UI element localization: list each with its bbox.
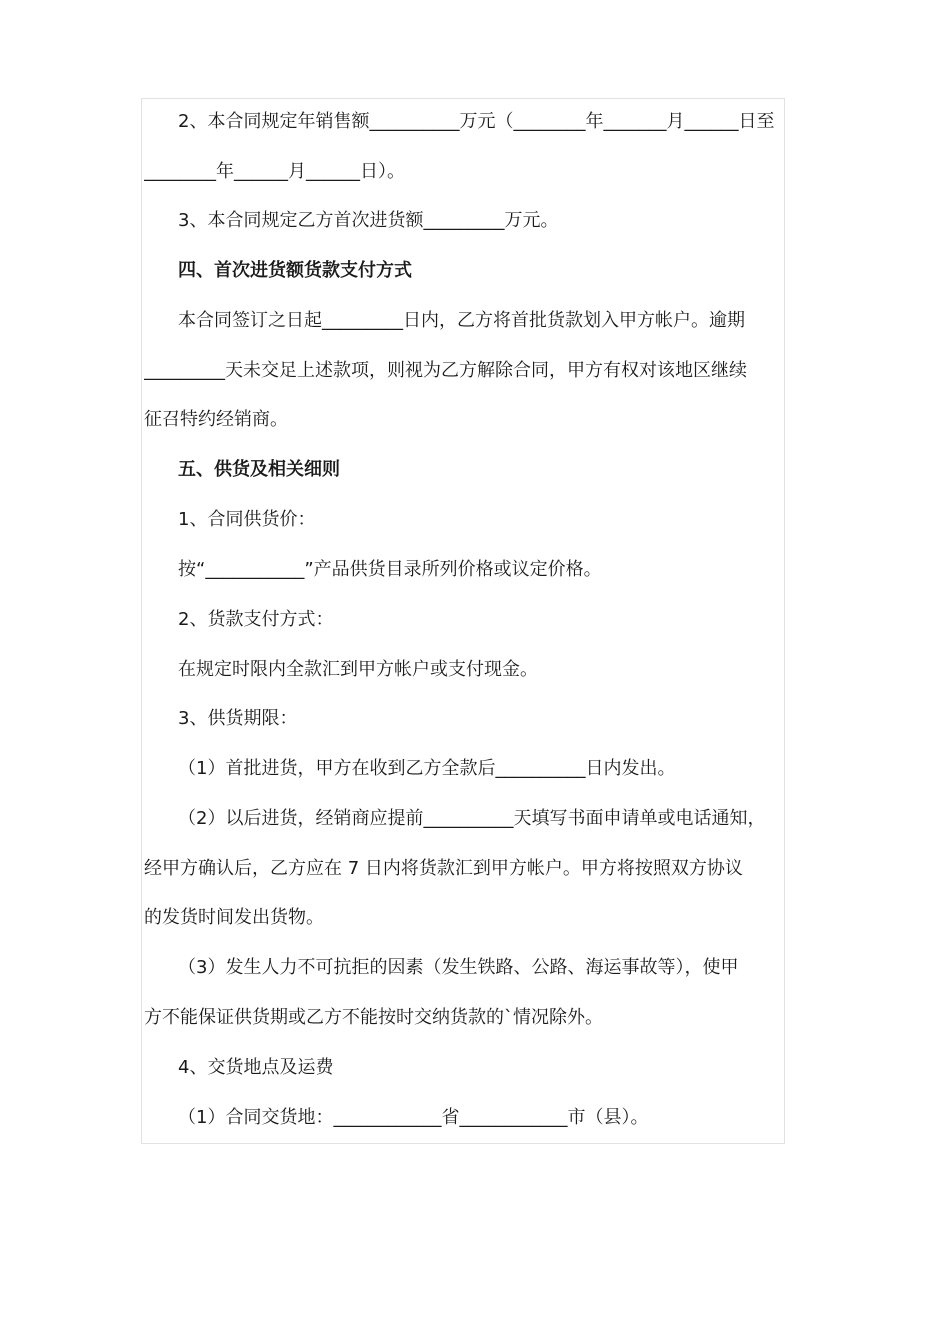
paragraph-payment-end: 征召特约经销商。 — [144, 409, 288, 430]
clause-annual-sales-cont: ________年______月______日）。 — [144, 161, 405, 182]
paragraph-payment-cont: _________天未交足上述款项，则视为乙方解除合同，甲方有权对该地区继续 — [144, 360, 747, 381]
item-supply-period: 3、供货期限： — [178, 708, 298, 729]
clause-annual-sales: 2、本合同规定年销售额__________万元（________年_______月______日至 — [178, 111, 775, 132]
paragraph-payment: 本合同签订之日起_________日内，乙方将首批货款划入甲方帐户。逾期 — [178, 310, 745, 331]
section-heading-5: 五、供货及相关细则 — [178, 459, 340, 480]
section-heading-4: 四、首次进货额货款支付方式 — [178, 260, 412, 281]
item-delivery-location: 4、交货地点及运费 — [178, 1057, 334, 1078]
supply-period-3: （3）发生人力不可抗拒的因素（发生铁路、公路、海运事故等），使甲 — [178, 957, 739, 978]
supply-period-2-end: 的发货时间发出货物。 — [144, 907, 324, 928]
delivery-location-1: （1）合同交货地：____________省____________市（县）。 — [178, 1107, 649, 1128]
supply-price-text: 按“___________”产品供货目录所列价格或议定价格。 — [178, 559, 602, 580]
supply-period-2-cont: 经甲方确认后，乙方应在 7 日内将货款汇到甲方帐户。甲方将按照双方协议 — [144, 858, 743, 879]
payment-method-text: 在规定时限内全款汇到甲方帐户或支付现金。 — [178, 659, 538, 680]
clause-first-purchase: 3、本合同规定乙方首次进货额_________万元。 — [178, 210, 559, 231]
item-supply-price: 1、合同供货价： — [178, 509, 316, 530]
supply-period-3-cont: 方不能保证供货期或乙方不能按时交纳货款的`情况除外。 — [144, 1007, 603, 1028]
supply-period-2: （2）以后进货，经销商应提前__________天填写书面申请单或电话通知， — [178, 808, 766, 829]
supply-period-1: （1）首批进货，甲方在收到乙方全款后__________日内发出。 — [178, 758, 676, 779]
item-payment-method: 2、货款支付方式： — [178, 609, 334, 630]
